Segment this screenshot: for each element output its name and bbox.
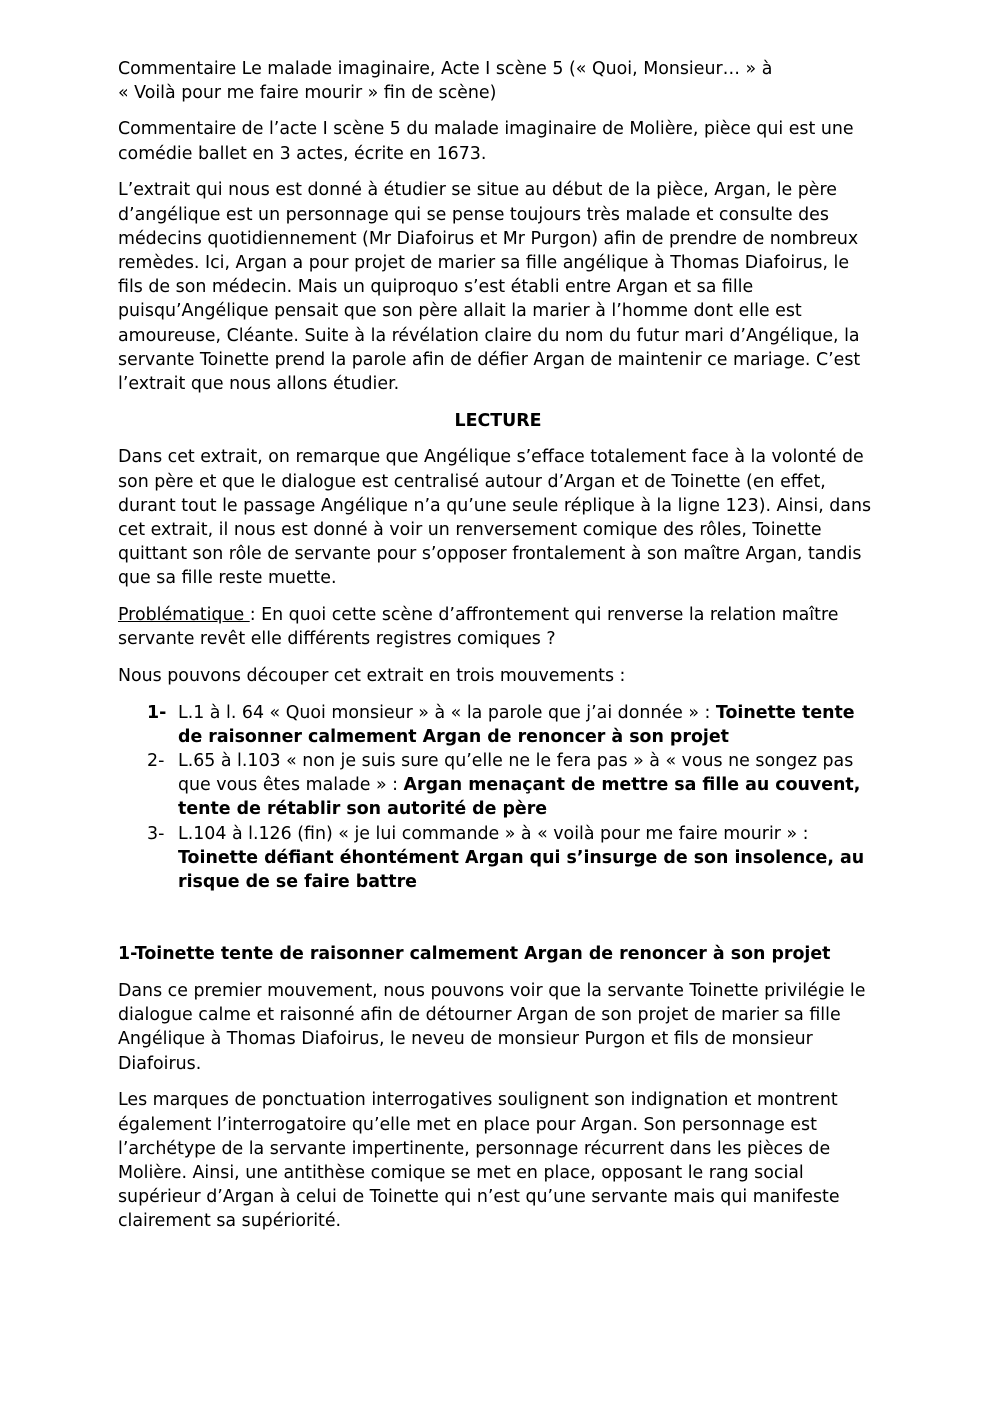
problematique-paragraph xyxy=(118,603,878,651)
movement-title: Argan menaçant de mettre sa fille au couvent, tente de rétablir son autorité de père xyxy=(178,775,861,820)
document-page xyxy=(118,57,878,1246)
movement-number: 1- xyxy=(147,702,167,723)
movements-intro: Nous pouvons découper cet extrait en trois mouvements : xyxy=(118,665,626,686)
movement-text: L.104 à l.126 (fin) « je lui commande » à « voilà pour me faire mourir » : xyxy=(178,823,809,844)
title-line-2: « Voilà pour me faire mourir » fin de scène) xyxy=(118,83,497,104)
movement-number: 2- xyxy=(147,751,165,772)
movement-title: Toinette tente de raisonner calmement Argan de renoncer à son projet xyxy=(178,702,855,747)
document-title xyxy=(118,57,878,105)
list-item xyxy=(118,822,878,895)
list-item xyxy=(118,701,878,749)
context-paragraph: L’extrait qui nous est donné à étudier se situe au début de la pièce, Argan, le père d’angélique est un personnage qui se pense toujours très malade et consulte des médecins quotidiennement (Mr Diafoirus et Mr Purgon) afin de prendre de nombreux remèdes. Ici, Argan a pour projet de marier sa fille angélique à Thomas Diafoirus, le fils de son médecin. Mais un quiproquo s’est établi entre Argan et sa fille puisqu’Angélique pensait que son père allait la marier à l’homme dont elle est amoureuse, Cléante. Suite à la révélation claire du nom du futur mari d’Angélique, la servante Toinette prend la parole afin de défier Argan de maintenir ce mariage. C’est l’extrait que nous allons étudier. xyxy=(118,180,861,394)
list-item xyxy=(118,749,878,822)
analysis-paragraph: Dans cet extrait, on remarque que Angélique s’efface totalement face à la volonté de son père et que le dialogue est centralisé autour d’Argan et de Toinette (en effet, durant tout le passage Angélique n’a qu’une seule réplique à la ligne 123). Ainsi, dans cet extrait, il nous est donné à voir un renversement comique des rôles, Toinette quittant son rôle de servante pour s’opposer frontalement à son maître Argan, tandis que sa fille reste muette. xyxy=(118,447,872,589)
section-1-heading: 1-Toinette tente de raisonner calmement Argan de renoncer à son projet xyxy=(118,944,831,965)
problematique-text: : En quoi cette scène d’affrontement qui renverse la relation maître servante revêt elle différents registres comiques ? xyxy=(118,605,839,650)
intro-paragraph: Commentaire de l’acte I scène 5 du malade imaginaire de Molière, pièce qui est une comédie ballet en 3 actes, écrite en 1673. xyxy=(118,119,854,164)
movement-title: Toinette défiant éhontément Argan qui s’insurge de son insolence, au risque de se faire battre xyxy=(178,847,865,893)
section-1-paragraph-1: Dans ce premier mouvement, nous pouvons voir que la servante Toinette privilégie le dialogue calme et raisonné afin de détourner Argan de son projet de marier sa fille Angélique à Thomas Diafoirus, le neveu de monsieur Purgon et fils de monsieur Diafoirus. xyxy=(118,981,866,1074)
movement-text: L.65 à l.103 « non je suis sure qu’elle ne le fera pas » à « vous ne songez pas que vous êtes malade » : xyxy=(178,751,854,796)
title-line-1: Commentaire Le malade imaginaire, Acte I scène 5 (« Quoi, Monsieur… » à xyxy=(118,59,773,79)
lecture-heading: LECTURE xyxy=(454,410,542,431)
problematique-label: Problématique xyxy=(118,605,250,626)
movement-number: 3- xyxy=(147,823,165,844)
movement-text: L.1 à l. 64 « Quoi monsieur » à « la parole que j’ai donnée » : xyxy=(178,702,716,723)
movements-list xyxy=(118,701,878,895)
section-1-paragraph-2: Les marques de ponctuation interrogatives soulignent son indignation et montrent également l’interrogatoire qu’elle met en place pour Argan. Son personnage est l’archétype de la servante impertinente, personnage récurrent dans les pièces de Molière. Ainsi, une antithèse comique se met en place, opposant le rang social supérieur d’Argan à celui de Toinette qui n’est qu’une servante mais qui manifeste clairement sa supériorité. xyxy=(118,1090,840,1232)
section-spacer xyxy=(118,894,878,942)
